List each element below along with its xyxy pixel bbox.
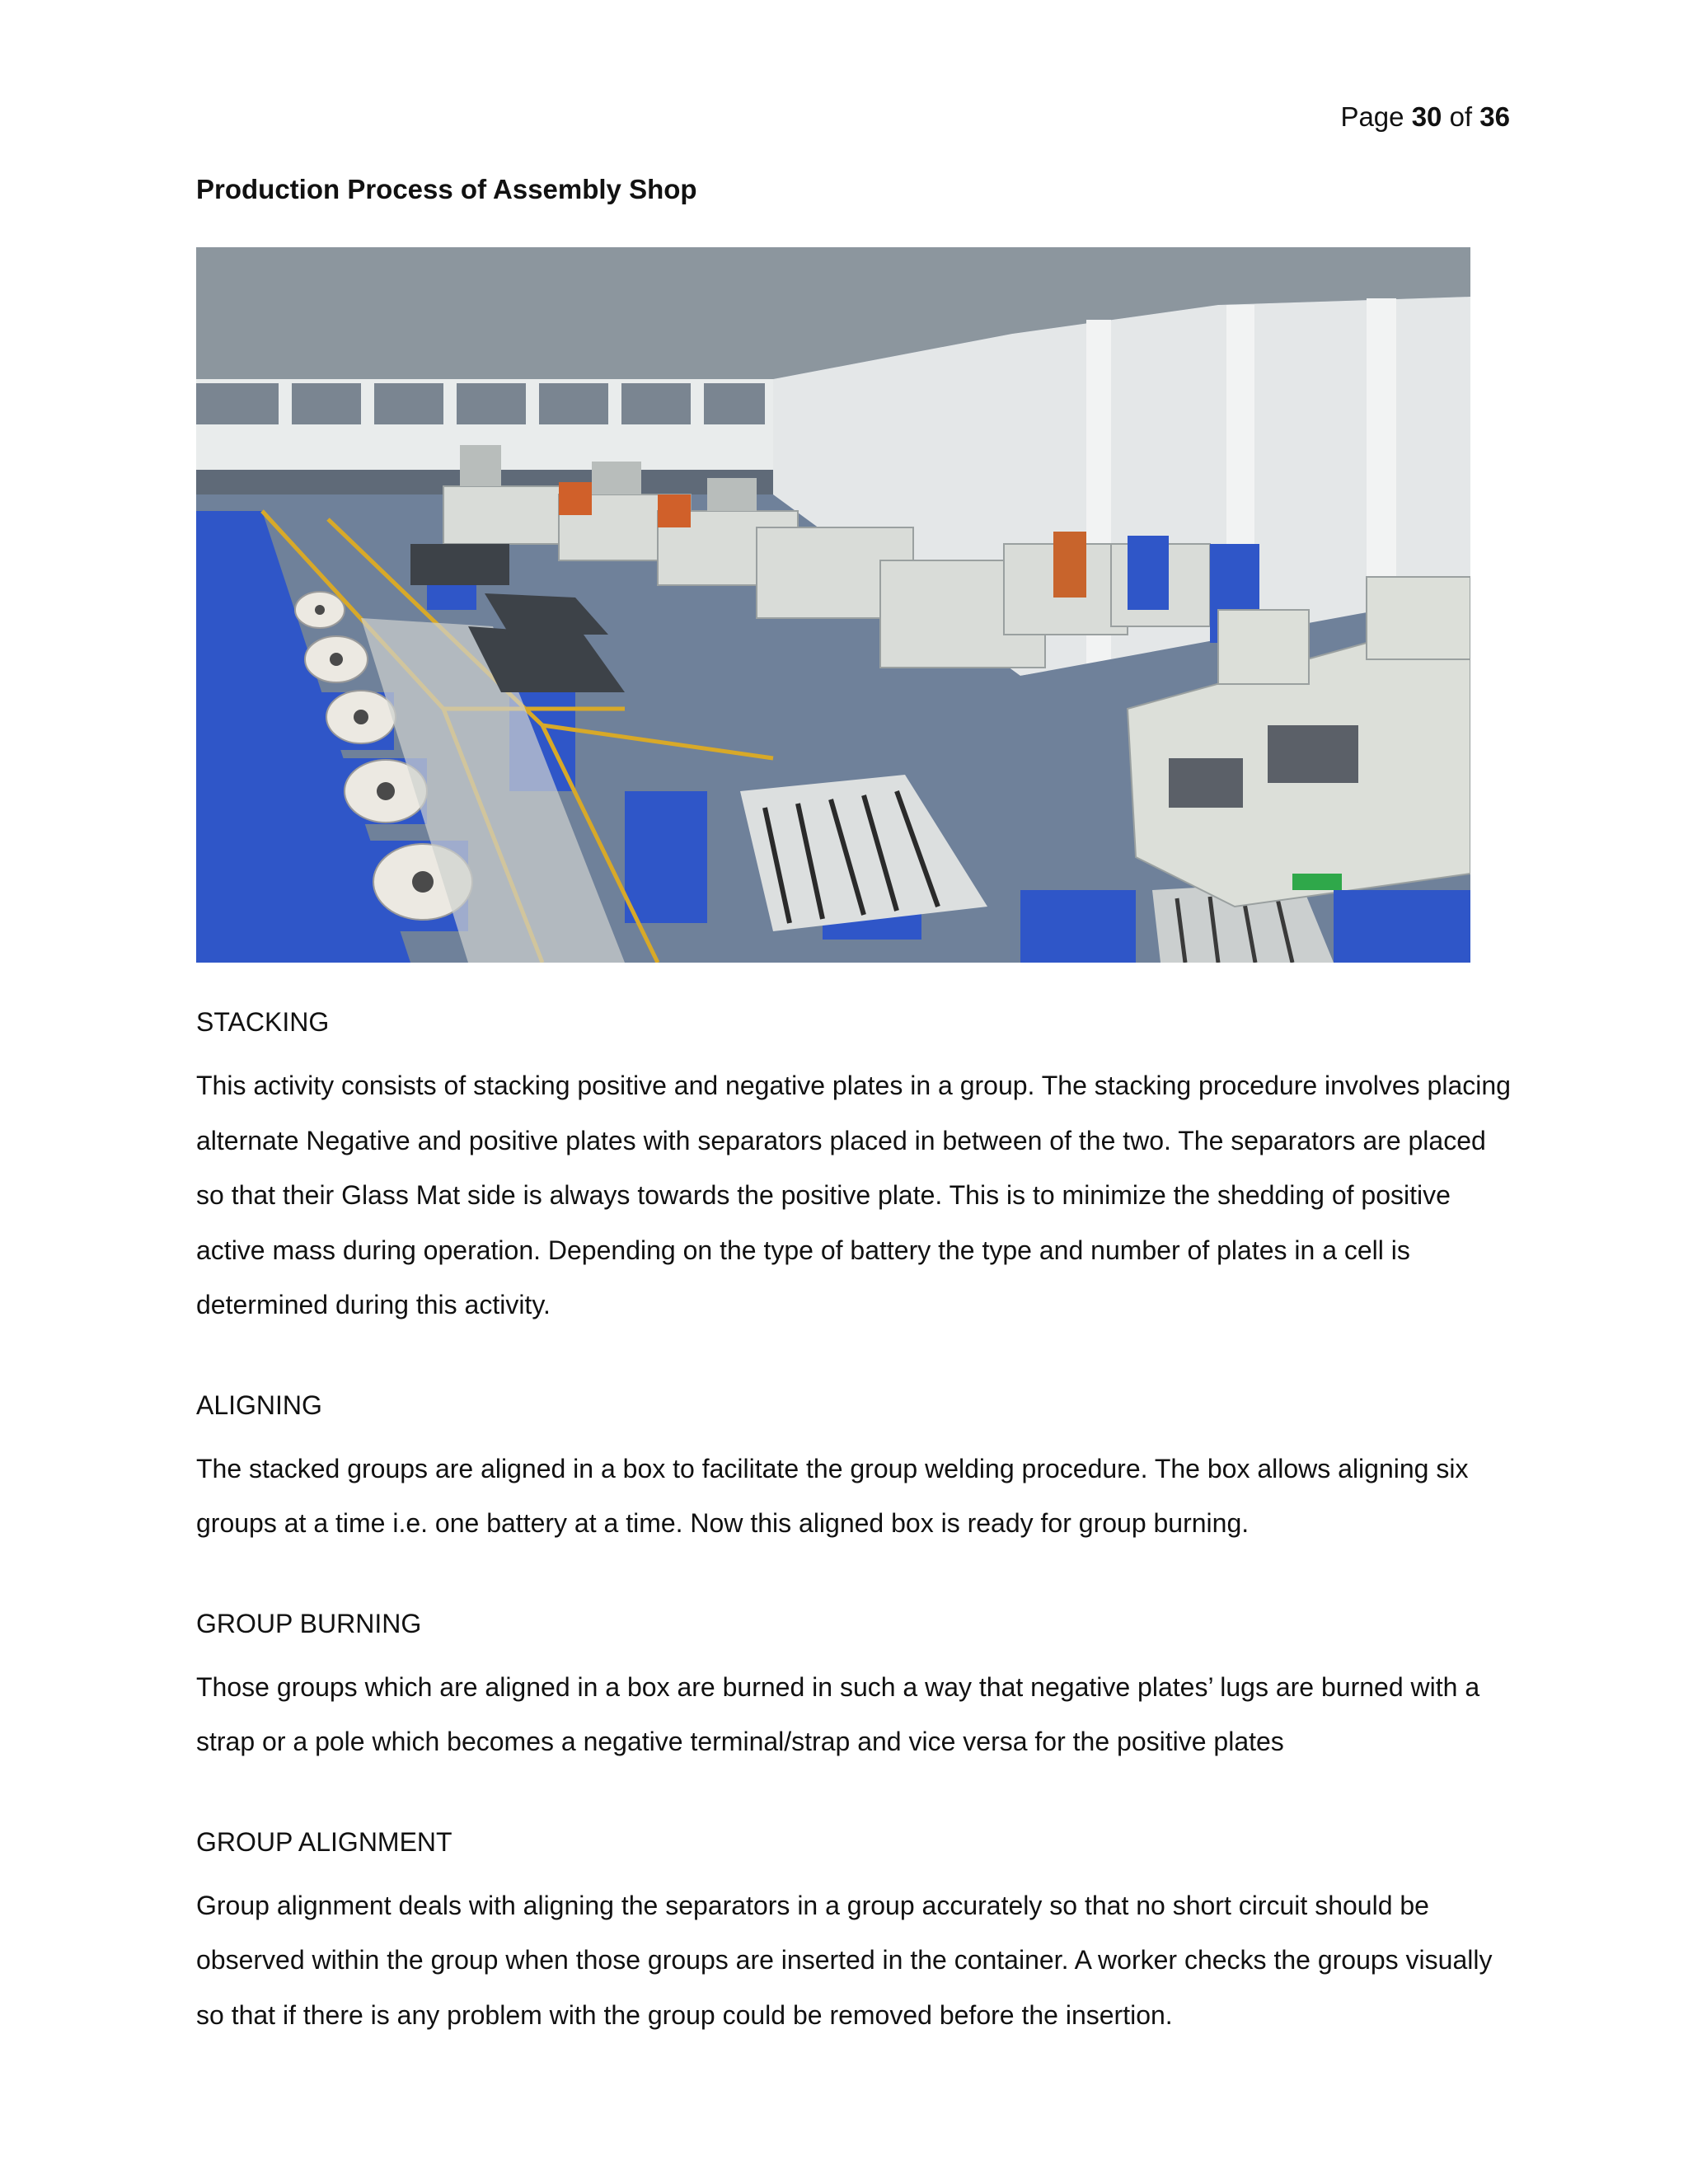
document-title: Production Process of Assembly Shop	[196, 174, 697, 204]
page-word: Page	[1340, 101, 1404, 132]
section-stacking	[196, 1004, 1515, 1333]
total-pages: 36	[1479, 101, 1510, 132]
section-body: Group alignment deals with aligning the separators in a group accurately so that no short circuit should be observed within the group when those groups are inserted in the container. A worker checks the groups visually so that if there is any problem with the group could be removed before the insertion.	[196, 1890, 1493, 2030]
page-number	[1340, 99, 1510, 135]
factory-assembly-line-image	[196, 247, 1470, 963]
section-heading: ALIGNING	[196, 1390, 322, 1420]
section-heading: STACKING	[196, 1007, 330, 1037]
section-heading: GROUP BURNING	[196, 1608, 422, 1638]
section-body: The stacked groups are aligned in a box to facilitate the group welding procedure. The box allows aligning six groups at a time i.e. one battery at a time. Now this aligned box is ready for group burning.	[196, 1453, 1469, 1538]
section-aligning	[196, 1387, 1515, 1551]
section-body: This activity consists of stacking positive and negative plates in a group. The stacking procedure involves placing alternate Negative and positive plates with separators placed in between of the two. The separators are placed so that their Glass Mat side is always towards the positive plate. This is to minimize the shedding of positive active mass during operation. Depending on the type of battery the type and number of plates in a cell is determined during this activity.	[196, 1071, 1511, 1319]
current-page: 30	[1411, 101, 1442, 132]
section-group-burning	[196, 1605, 1515, 1769]
section-body: Those groups which are aligned in a box are burned in such a way that negative plates’ lugs are burned with a strap or a pole which becomes a negative terminal/strap and vice versa for the positive plates	[196, 1671, 1480, 1756]
section-heading: GROUP ALIGNMENT	[196, 1826, 452, 1857]
section-group-alignment	[196, 1824, 1515, 2043]
document-content	[196, 1004, 1515, 2097]
of-word: of	[1449, 101, 1473, 132]
